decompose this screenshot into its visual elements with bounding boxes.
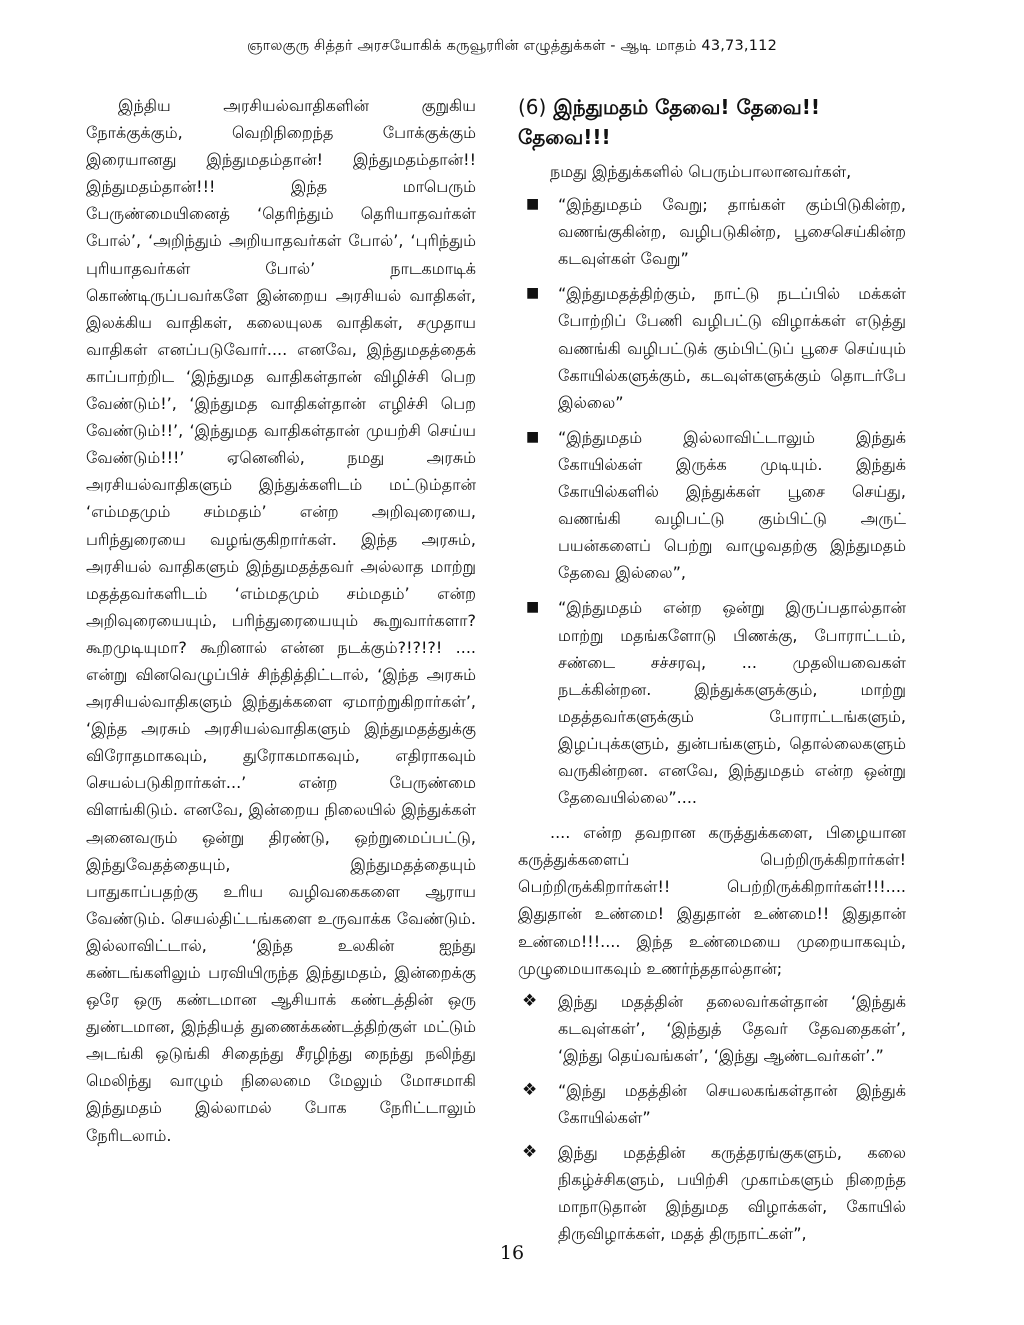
running-header: ஞாலகுரு சித்தர் அரசயோகிக் கருவூரரின் எழுத்துக்கள் - ஆடி மாதம் 43,73,112 [247, 38, 777, 54]
list-item: ■ “இந்துமதம் இல்லாவிட்டாலும் இந்துக் கோயில்கள் இருக்க முடியும். இந்துக் கோயில்களில் இந்துக்கள் பூசை செய்து, வணங்கி வழிபட்டு கும்பிட்டு அருட் பயன்களைப் பெற்று வாழுவதற்கு இந்துமதம் தேவை இல்லை”, [518, 424, 906, 587]
square-bullet-icon: ■ [526, 196, 540, 213]
intro-paragraph: நமது இந்துக்களில் பெரும்பாலானவர்கள், [550, 162, 852, 181]
list-item: ❖ இந்து மதத்தின் கருத்தரங்குகளும், கலை நிகழ்ச்சிகளும், பயிற்சி முகாம்களும் நிறைந்த மாநாடுதான் இந்துமத விழாக்கள், கோயில் திருவிழாக்கள், மதத் திருநாட்கள்”, [518, 1139, 906, 1247]
section-heading [518, 92, 906, 152]
square-bullet-icon: ■ [526, 285, 540, 302]
diamond-bullet-icon: ❖ [522, 990, 538, 1011]
square-bullet-list [518, 191, 906, 811]
body-paragraph: இந்திய அரசியல்வாதிகளின் குறுகிய நோக்குக்கும், வெறிநிறைந்த போக்குக்கும் இரையானது இந்துமதம்தான்! இந்துமதம்தான்!! இந்துமதம்தான்!!! இந்த மாபெரும் பேருண்மையினைத் ‘தெரிந்தும் தெரியாதவர்கள் போல்’, ‘அறிந்தும் அறியாதவர்கள் போல்’, ‘புரிந்தும் புரியாதவர்கள் போல்’ நாடகமாடிக் கொண்டிருப்பவர்களே இன்றைய அரசியல் வாதிகள், இலக்கிய வாதிகள், கலையுலக வாதிகள், சமுதாய வாதிகள் எனப்படுவோர்.... எனவே, இந்துமதத்தைக் காப்பாற்றிட ‘இந்துமத வாதிகள்தான் விழிச்சி பெற வேண்டும்!’, ‘இந்துமத வாதிகள்தான் எழிச்சி பெற வேண்டும்!!’, ‘இந்துமத வாதிகள்தான் முயற்சி செய்ய வேண்டும்!!!’ ஏனெனில், நமது அரசும் அரசியல்வாதிகளும் இந்துக்களிடம் மட்டும்தான் ‘எம்மதமும் சம்மதம்’ என்ற அறிவுரையை, பரிந்துரையை வழங்குகிறார்கள். இந்த அரசும், அரசியல் வாதிகளும் இந்துமதத்தவர் அல்லாத மாற்று மதத்தவர்களிடம் ‘எம்மதமும் சம்மதம்’ என்ற அறிவுரையையும், பரிந்துரையையும் கூறுவார்களா? கூறமுடியுமா? கூறினால் என்ன நடக்கும்?!?!?! .... என்று வினவெழுப்பிச் சிந்தித்திட்டால், ‘இந்த அரசும் அரசியல்வாதிகளும் இந்துக்களை ஏமாற்றுகிறார்கள்’, ‘இந்த அரசும் அரசியல்வாதிகளும் இந்துமதத்துக்கு விரோதமாகவும், துரோகமாகவும், எதிராகவும் செயல்படுகிறார்கள்...’ என்ற பேருண்மை விளங்கிடும். எனவே, இன்றைய நிலையில் இந்துக்கள் அனைவரும் ஒன்று திரண்டு, ஒற்றுமைப்பட்டு, இந்துவேதத்தையும், இந்துமதத்தையும் பாதுகாப்பதற்கு உரிய வழிவகைகளை ஆராய வேண்டும். செயல்திட்டங்களை உருவாக்க வேண்டும். இல்லாவிட்டால், ‘இந்த உலகின் ஐந்து கண்டங்களிலும் பரவியிருந்த இந்துமதம், இன்றைக்கு ஒரே ஒரு கண்டமான ஆசியாக் கண்டத்தின் ஒரு துண்டமான, இந்தியத் துணைக்கண்டத்திற்குள் மட்டும் அடங்கி ஒடுங்கி சிதைந்து சீரழிந்து நைந்து நலிந்து மெலிந்து வாழும் நிலைமை மேலும் மோசமாகி இந்துமதம் இல்லாமல் போக நேரிட்டாலும் நேரிடலாம். [86, 96, 476, 1145]
diamond-bullet-list [518, 988, 906, 1248]
diamond-bullet-icon: ❖ [522, 1142, 538, 1163]
list-item: ■ “இந்துமதத்திற்கும், நாட்டு நடப்பில் மக்கள் போற்றிப் பேணி வழிபட்டு விழாக்கள் எடுத்து வணங்கி வழிபட்டுக் கும்பிட்டுப் பூசை செய்யும் கோயில்களுக்கும், கடவுள்களுக்கும் தொடர்பே இல்லை” [518, 280, 906, 415]
right-column [518, 92, 906, 1256]
section-title: இந்துமதம் தேவை! தேவை!! தேவை!!! [518, 95, 821, 149]
left-column [86, 92, 476, 1149]
middle-paragraph: .... என்ற தவறான கருத்துக்களை, பிழையான கருத்துக்களைப் பெற்றிருக்கிறார்கள்! பெற்றிருக்கிறார்கள்!! பெற்றிருக்கிறார்கள்!!!.... இதுதான் உண்மை! இதுதான் உண்மை!! இதுதான் உண்மை!!!.... இந்த உண்மையை முறையாகவும், முழுமையாகவும் உணர்ந்ததால்தான்; [518, 823, 906, 978]
diamond-bullet-icon: ❖ [522, 1080, 538, 1100]
page-number: 16 [499, 1242, 525, 1264]
list-item: ❖ இந்து மதத்தின் தலைவர்கள்தான் ‘இந்துக் கடவுள்கள்’, ‘இந்துத் தேவர் தேவதைகள்’, ‘இந்து தெய்வங்கள்’, ‘இந்து ஆண்டவர்கள்’.” [518, 988, 906, 1069]
section-number: (6) [518, 95, 547, 119]
list-item: ❖ “இந்து மதத்தின் செயலகங்கள்தான் இந்துக் கோயில்கள்” [518, 1077, 906, 1131]
square-bullet-icon: ■ [526, 428, 540, 445]
list-item: ■ “இந்துமதம் என்ற ஒன்று இருப்பதால்தான் மாற்று மதங்களோடு பிணக்கு, போராட்டம், சண்டை சச்சரவு, ... முதலியவைகள் நடக்கின்றன. இந்துக்களுக்கும், மாற்று மதத்தவர்களுக்கும் போராட்டங்களும், இழப்புக்களும், துன்பங்களும், தொல்லைகளும் வருகின்றன. எனவே, இந்துமதம் என்ற ஒன்று தேவையில்லை”.... [518, 594, 906, 811]
list-item: ■ “இந்துமதம் வேறு; தாங்கள் கும்பிடுகின்ற, வணங்குகின்ற, வழிபடுகின்ற, பூசைசெய்கின்ற கடவுள்கள் வேறு” [518, 191, 906, 272]
square-bullet-icon: ■ [526, 599, 540, 616]
